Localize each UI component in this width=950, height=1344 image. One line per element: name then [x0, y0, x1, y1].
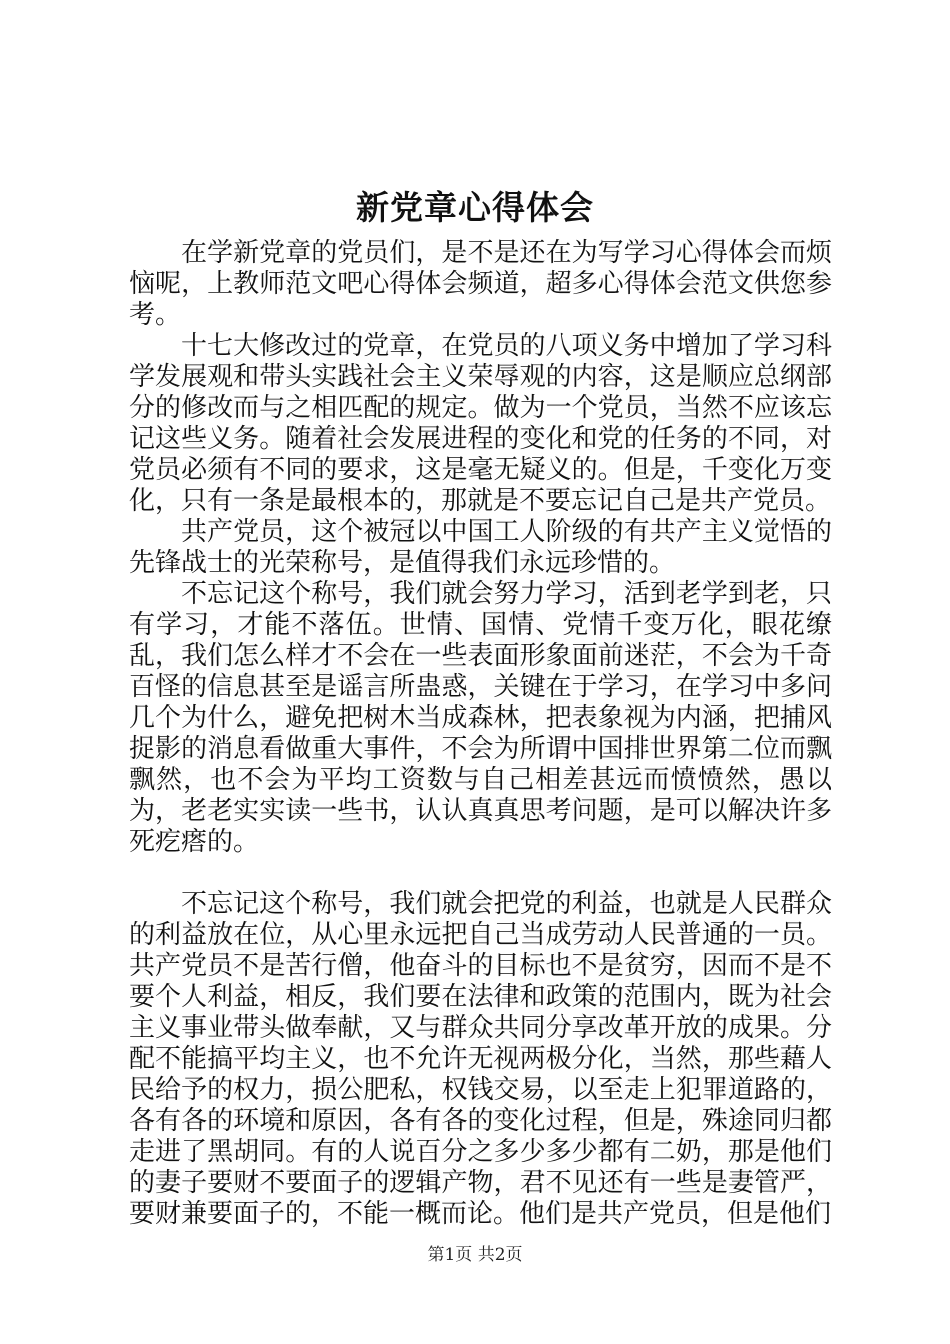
paragraph-interests: 不忘记这个称号，我们就会把党的利益，也就是人民群众的利益放在位，从心里永远把自己当成劳动人民普通的一员。共产党员不是苦行僧，他奋斗的目标也不是贫穷，因而不是不要个人利益，相反，我们要在法律和政策的范围内，既为社会主义事业带头做奉献，又与群众共同分享改革开放的成果。分配不能搞平均主义，也不允许无视两极分化，当然，那些藉人民给予的权力，损公肥私，权钱交易，以至走上犯罪道路的，各有各的环境和原因，各有各的变化过程，但是，殊途同归都走进了黑胡同。有的人说百分之多少多少都有二奶，那是他们的妻子要财不要面子的逻辑产物，君不见还有一些是妻管严，要财兼要面子的，不能一概而论。他们是共产党员，但是他们 — [129, 889, 832, 1229]
page-footer: 第1页 共2页 — [427, 1245, 523, 1265]
document-title: 新党章心得体会 — [356, 188, 594, 227]
paragraph-obligations: 十七大修改过的党章，在党员的八项义务中增加了学习科学发展观和带头实践社会主义荣辱观的内容，这是顺应总纲部分的修改而与之相匹配的规定。做为一个党员，当然不应该忘记这些义务。随着社会发展进程的变化和党的任务的不同，对党员必须有不同的要求，这是毫无疑义的。但是，千变化万变化，只有一条是最根本的，那就是不要忘记自己是共产党员。 — [129, 331, 832, 516]
paragraph-honor-title: 共产党员，这个被冠以中国工人阶级的有共产主义觉悟的先锋战士的光荣称号，是值得我们永远珍惜的。 — [129, 517, 832, 578]
paragraph-intro: 在学新党章的党员们，是不是还在为写学习心得体会而烦恼呢，上教师范文吧心得体会频道，超多心得体会范文供您参考。 — [129, 238, 832, 330]
paragraph-study: 不忘记这个称号，我们就会努力学习，活到老学到老，只有学习，才能不落伍。世情、国情、党情千变万化，眼花缭乱，我们怎么样才不会在一些表面形象面前迷茫，不会为千奇百怪的信息甚至是谣言所蛊惑，关键在于学习，在学习中多问几个为什么，避免把树木当成森林，把表象视为内涵，把捕风捉影的消息看做重大事件，不会为所谓中国排世界第二位而飘飘然，也不会为平均工资数与自己相差甚远而愤愤然，愚以为，老老实实读一些书，认认真真思考问题，是可以解决许多死疙瘩的。 — [129, 579, 832, 857]
document-body — [129, 238, 832, 1230]
paragraph-spacer — [129, 858, 832, 889]
